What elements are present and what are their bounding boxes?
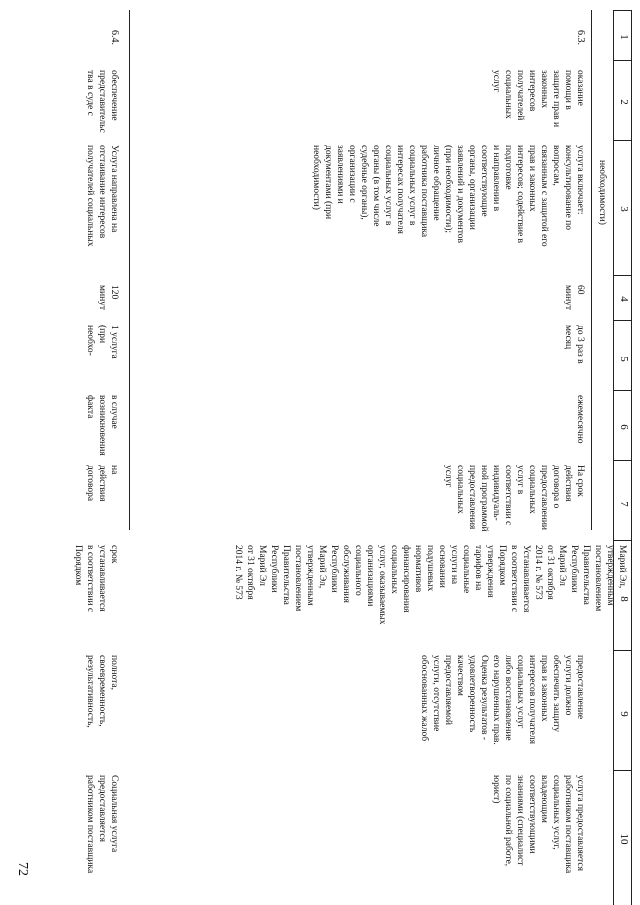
conditions-cell: Социальная услуга предоставляется работником поставщика — [85, 775, 119, 874]
periodicity-cell: ежемесячно — [575, 395, 585, 444]
tariff-cell: Марий Эл, утвержденным постановлением Правительства Республики Марий Эл от 31 октября 2014 г. № 573 Устанавливается в соответствии с Порядком утверждения тарифов на социальные услуги на основании подушевых нормативов финансирования социальных услуг, оказываемых организациями социального обслуживания Республики Марий Эл, утвержденным постановлением Правительства Республики Марий Эл от 31 октября 2014 г. № 573 — [233, 545, 627, 625]
continued-cell-col3: необходимости) — [597, 160, 607, 225]
row-divider-line — [591, 10, 592, 530]
column-number-3: 3 — [618, 206, 630, 212]
page-number: 72 — [15, 862, 30, 876]
quality-indicators-cell: полнота, своевременность, результативность, — [85, 655, 119, 728]
periodicity-cell: в случае возникновения факта — [85, 395, 119, 456]
term-cell: на действия договора — [85, 465, 119, 502]
column-number-2: 2 — [618, 99, 630, 105]
column-separator — [614, 390, 632, 391]
column-number-4: 4 — [618, 296, 630, 302]
column-number-6: 6 — [618, 424, 630, 430]
column-number-5: 5 — [618, 356, 630, 362]
column-separator — [614, 275, 632, 276]
frequency-cell: 1 услуга (при необхо- — [85, 325, 119, 359]
column-separator — [614, 140, 632, 141]
column-separator — [614, 540, 632, 541]
column-separator — [614, 320, 632, 321]
service-content-cell: Услуга направлена на отстаивание интересов получателей социальных — [85, 145, 119, 247]
service-content-cell: услуга включает: консультирование по вопросам, связанным с защитой его прав и законных интересов; содействие в подготовке и направлении в соответствующие органы, организации заявлений и документов (при необходимости); личное обращение работника поставщика социальных услуг в интересах получателя социальных услуг в органы (в том числе судебные органы), организации с заявлениями и документами (при необходимости) — [311, 145, 585, 247]
duration-cell: 60 минут — [563, 285, 585, 311]
column-number-10: 10 — [618, 833, 630, 845]
column-number-8: 8 — [618, 596, 630, 602]
column-number-7: 7 — [618, 501, 630, 507]
column-separator — [614, 770, 632, 771]
frequency-cell: до 3 раз в месяц — [563, 325, 585, 364]
duration-cell: 120 минут — [97, 285, 119, 311]
column-separator — [614, 60, 632, 61]
column-separator — [614, 650, 632, 651]
column-number-9: 9 — [618, 711, 630, 717]
row-divider-line — [129, 10, 130, 530]
column-separator — [614, 460, 632, 461]
row-number: 6.3. — [575, 30, 586, 45]
service-name-cell: оказание помощи в защите прав и законных интересов получателей социальных услуг — [491, 70, 585, 128]
table-left-border — [614, 10, 632, 11]
row-number: 6.4. — [109, 30, 120, 45]
conditions-cell: услуга предоставляется работником поставщика социальных услуг, владеющим соответствующими знаниями (специалист по социальной работе, юрист) — [491, 775, 585, 874]
tariff-cell: срок устанавливается в соответствии с Порядком — [73, 545, 119, 613]
column-number-1: 1 — [618, 34, 630, 40]
service-name-cell: обеспечение представительс тва в суде с — [85, 70, 119, 133]
quality-indicators-cell: предоставление услуги должно обеспечить защиту прав и законных интересов получателя социальных услуг либо восстановление его нарушенных прав. Оценка результатов - удовлетворенность качеством предоставляемой услуги, отсутствие обоснованных жалоб — [419, 655, 585, 745]
term-cell: На срок действия договора о предоставлении социальных услуг в соответствии с индивидуаль- ной программой предоставления социальных услуг — [443, 465, 585, 532]
